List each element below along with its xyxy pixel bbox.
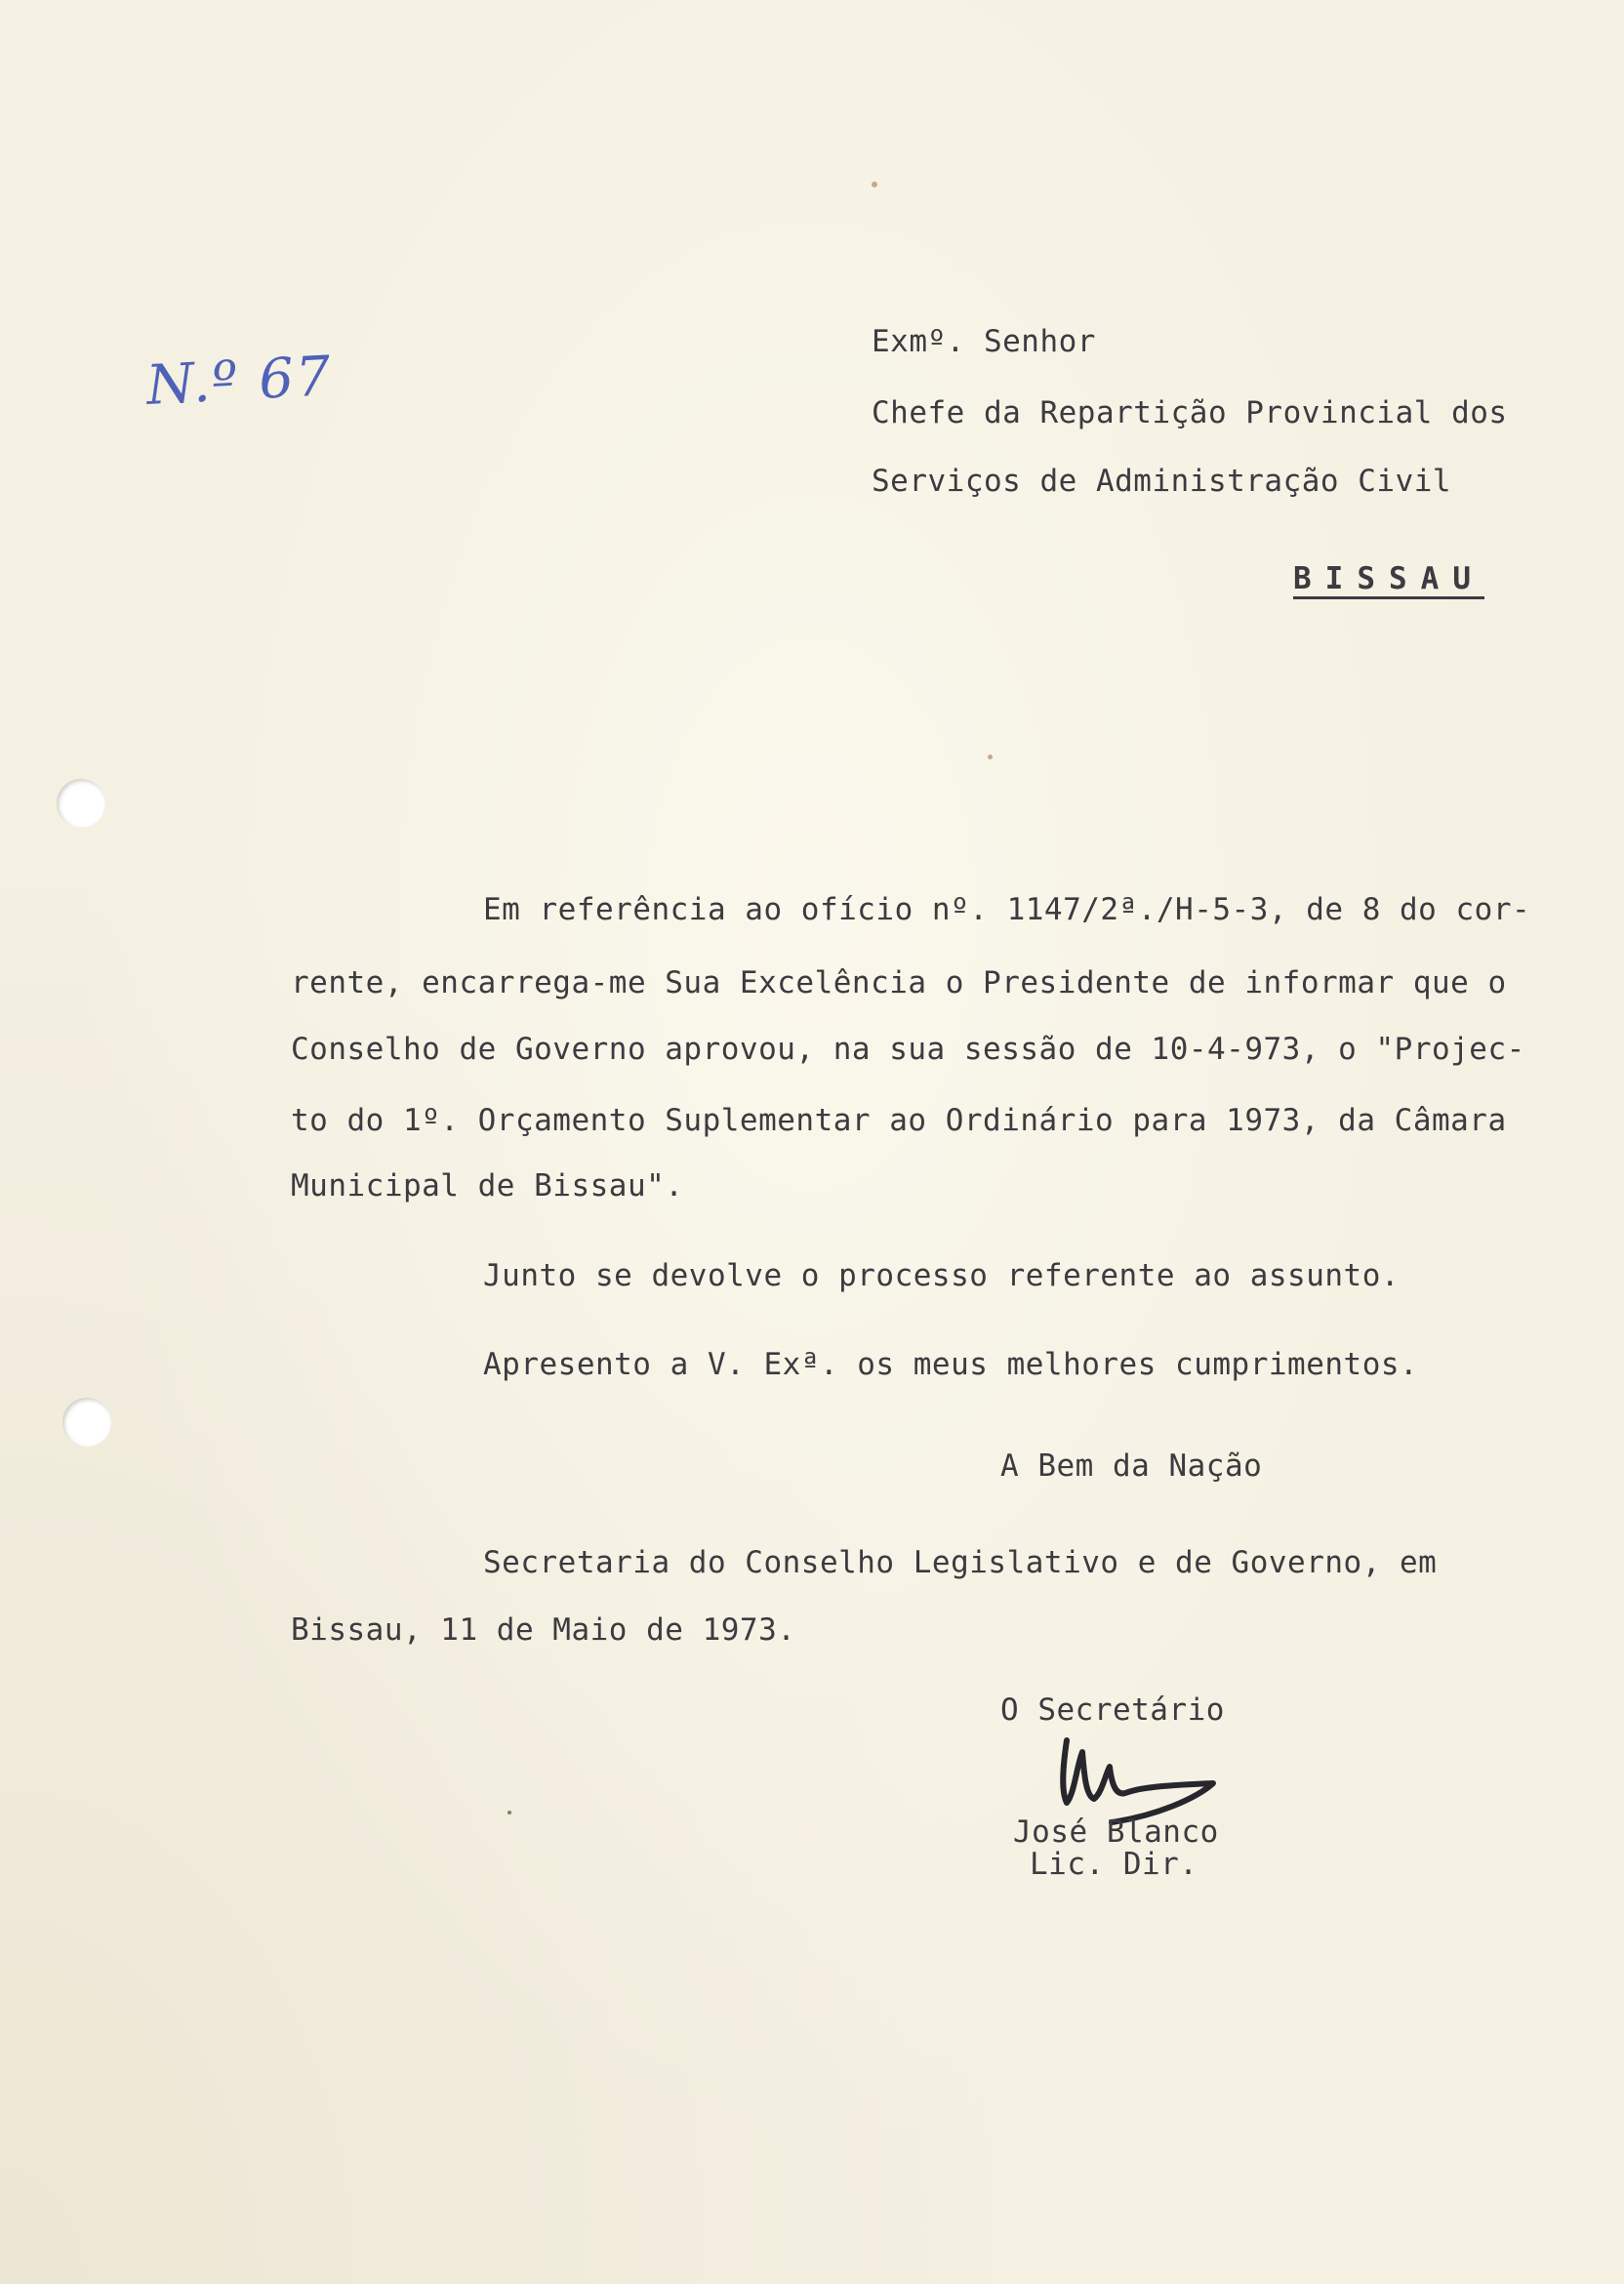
handwritten-number: N.º 67 <box>144 345 335 418</box>
body-paragraph-3: Apresento a V. Exª. os meus melhores cumprimentos. <box>483 1347 1419 1382</box>
signatory-name: José Blanco <box>1013 1815 1219 1850</box>
closing-motto: A Bem da Nação <box>1000 1448 1263 1484</box>
body-line: Conselho de Governo aprovou, na sua sessão de 10-4-973, o "Projec- <box>291 1032 1525 1067</box>
body-line: rente, encarrega-me Sua Excelência o Presidente de informar que o <box>291 965 1507 1000</box>
addressee-line-1: Chefe da Repartição Provincial dos <box>872 395 1508 430</box>
body-line: Municipal de Bissau". <box>291 1168 684 1203</box>
body-paragraph-2: Junto se devolve o processo referente ao assunto. <box>483 1258 1401 1293</box>
addressee-line-2: Serviços de Administração Civil <box>872 464 1452 499</box>
closing-place-line-1: Secretaria do Conselho Legislativo e de Governo, em <box>483 1545 1438 1580</box>
signatory-role: Lic. Dir. <box>1030 1847 1198 1882</box>
paper-speck <box>988 755 993 759</box>
closing-place-line-2: Bissau, 11 de Maio de 1973. <box>291 1612 796 1648</box>
punch-hole-bottom <box>62 1398 111 1447</box>
paper-speck <box>508 1811 511 1815</box>
addressee-city: BISSAU <box>1293 561 1484 596</box>
signature-title: O Secretário <box>1000 1693 1225 1728</box>
punch-hole-top <box>57 779 105 828</box>
addressee-salutation: Exmº. Senhor <box>872 324 1096 359</box>
paper-speck <box>872 182 877 187</box>
body-line: Em referência ao ofício nº. 1147/2ª./H-5-3, de 8 do cor- <box>483 892 1531 927</box>
body-line: to do 1º. Orçamento Suplementar ao Ordinário para 1973, da Câmara <box>291 1103 1507 1138</box>
